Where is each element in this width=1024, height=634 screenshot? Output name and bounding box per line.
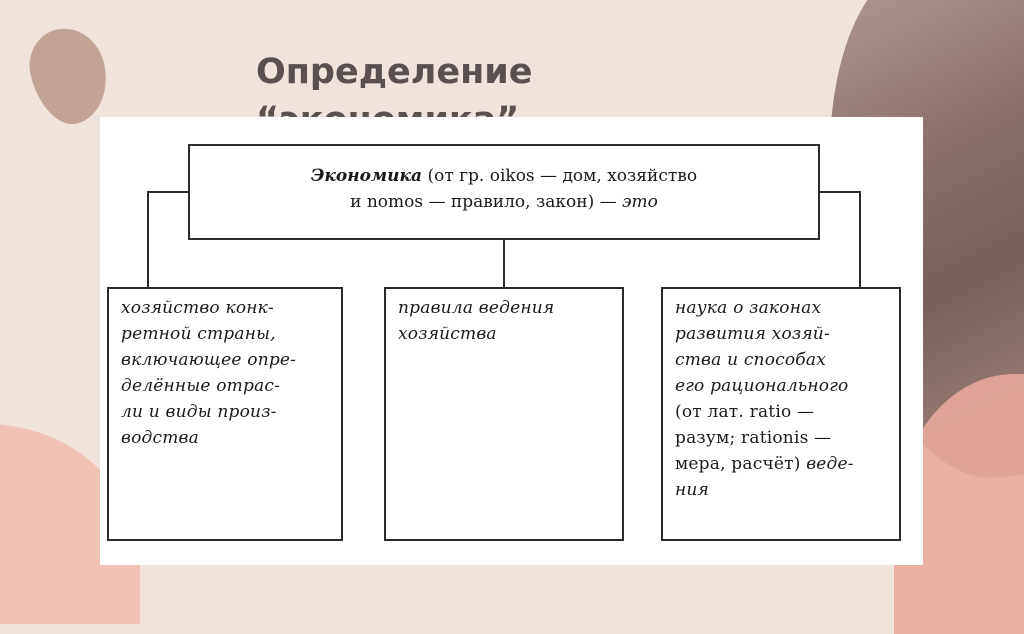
definition-line2-main: и nomos — правило, закон) — — [350, 192, 623, 212]
slide-title-line1: Определение — [256, 52, 533, 92]
decorative-pebble-shape — [21, 20, 116, 131]
meaning-left-line: ретной страны, — [121, 324, 276, 344]
meaning-left-line: водства — [121, 428, 199, 448]
meaning-right-line: ния — [675, 480, 710, 500]
meaning-middle-line: правила ведения — [398, 298, 555, 318]
meaning-box-economy-of-country — [107, 287, 343, 541]
meaning-right-line: развития хозяй- — [675, 324, 830, 344]
definition-line1-rest: (от гр. oikos — дом, хозяйство — [422, 166, 698, 186]
definition-box — [188, 144, 820, 240]
definition-line2 — [190, 189, 818, 215]
meaning-right-line: (от лат. ratio — — [675, 402, 815, 422]
meaning-right-line: разум; rationis — — [675, 428, 832, 448]
meaning-right-line7-italic: веде- — [806, 454, 854, 474]
meaning-right-line: наука о законах — [675, 298, 822, 318]
meaning-right-line — [675, 451, 887, 477]
meaning-right-line: ства и способах — [675, 350, 826, 370]
connector-right — [820, 192, 860, 287]
meaning-left-line: хозяйство конк- — [121, 298, 274, 318]
meaning-left-line: делённые отрас- — [121, 376, 281, 396]
diagram-panel — [100, 117, 923, 565]
meaning-left-line: ли и виды произ- — [121, 402, 277, 422]
definition-line1 — [190, 163, 818, 189]
meaning-right-line: его рационального — [675, 376, 849, 396]
connector-left — [148, 192, 188, 287]
meaning-box-rules — [384, 287, 624, 541]
definition-term: Экономика — [310, 166, 423, 186]
meaning-left-line: включающее опре- — [121, 350, 297, 370]
meaning-right-line7-upright: мера, расчёт) — [675, 454, 807, 474]
meaning-middle-line: хозяйства — [398, 324, 497, 344]
meaning-box-science — [661, 287, 901, 541]
definition-line2-emph: это — [622, 192, 658, 212]
